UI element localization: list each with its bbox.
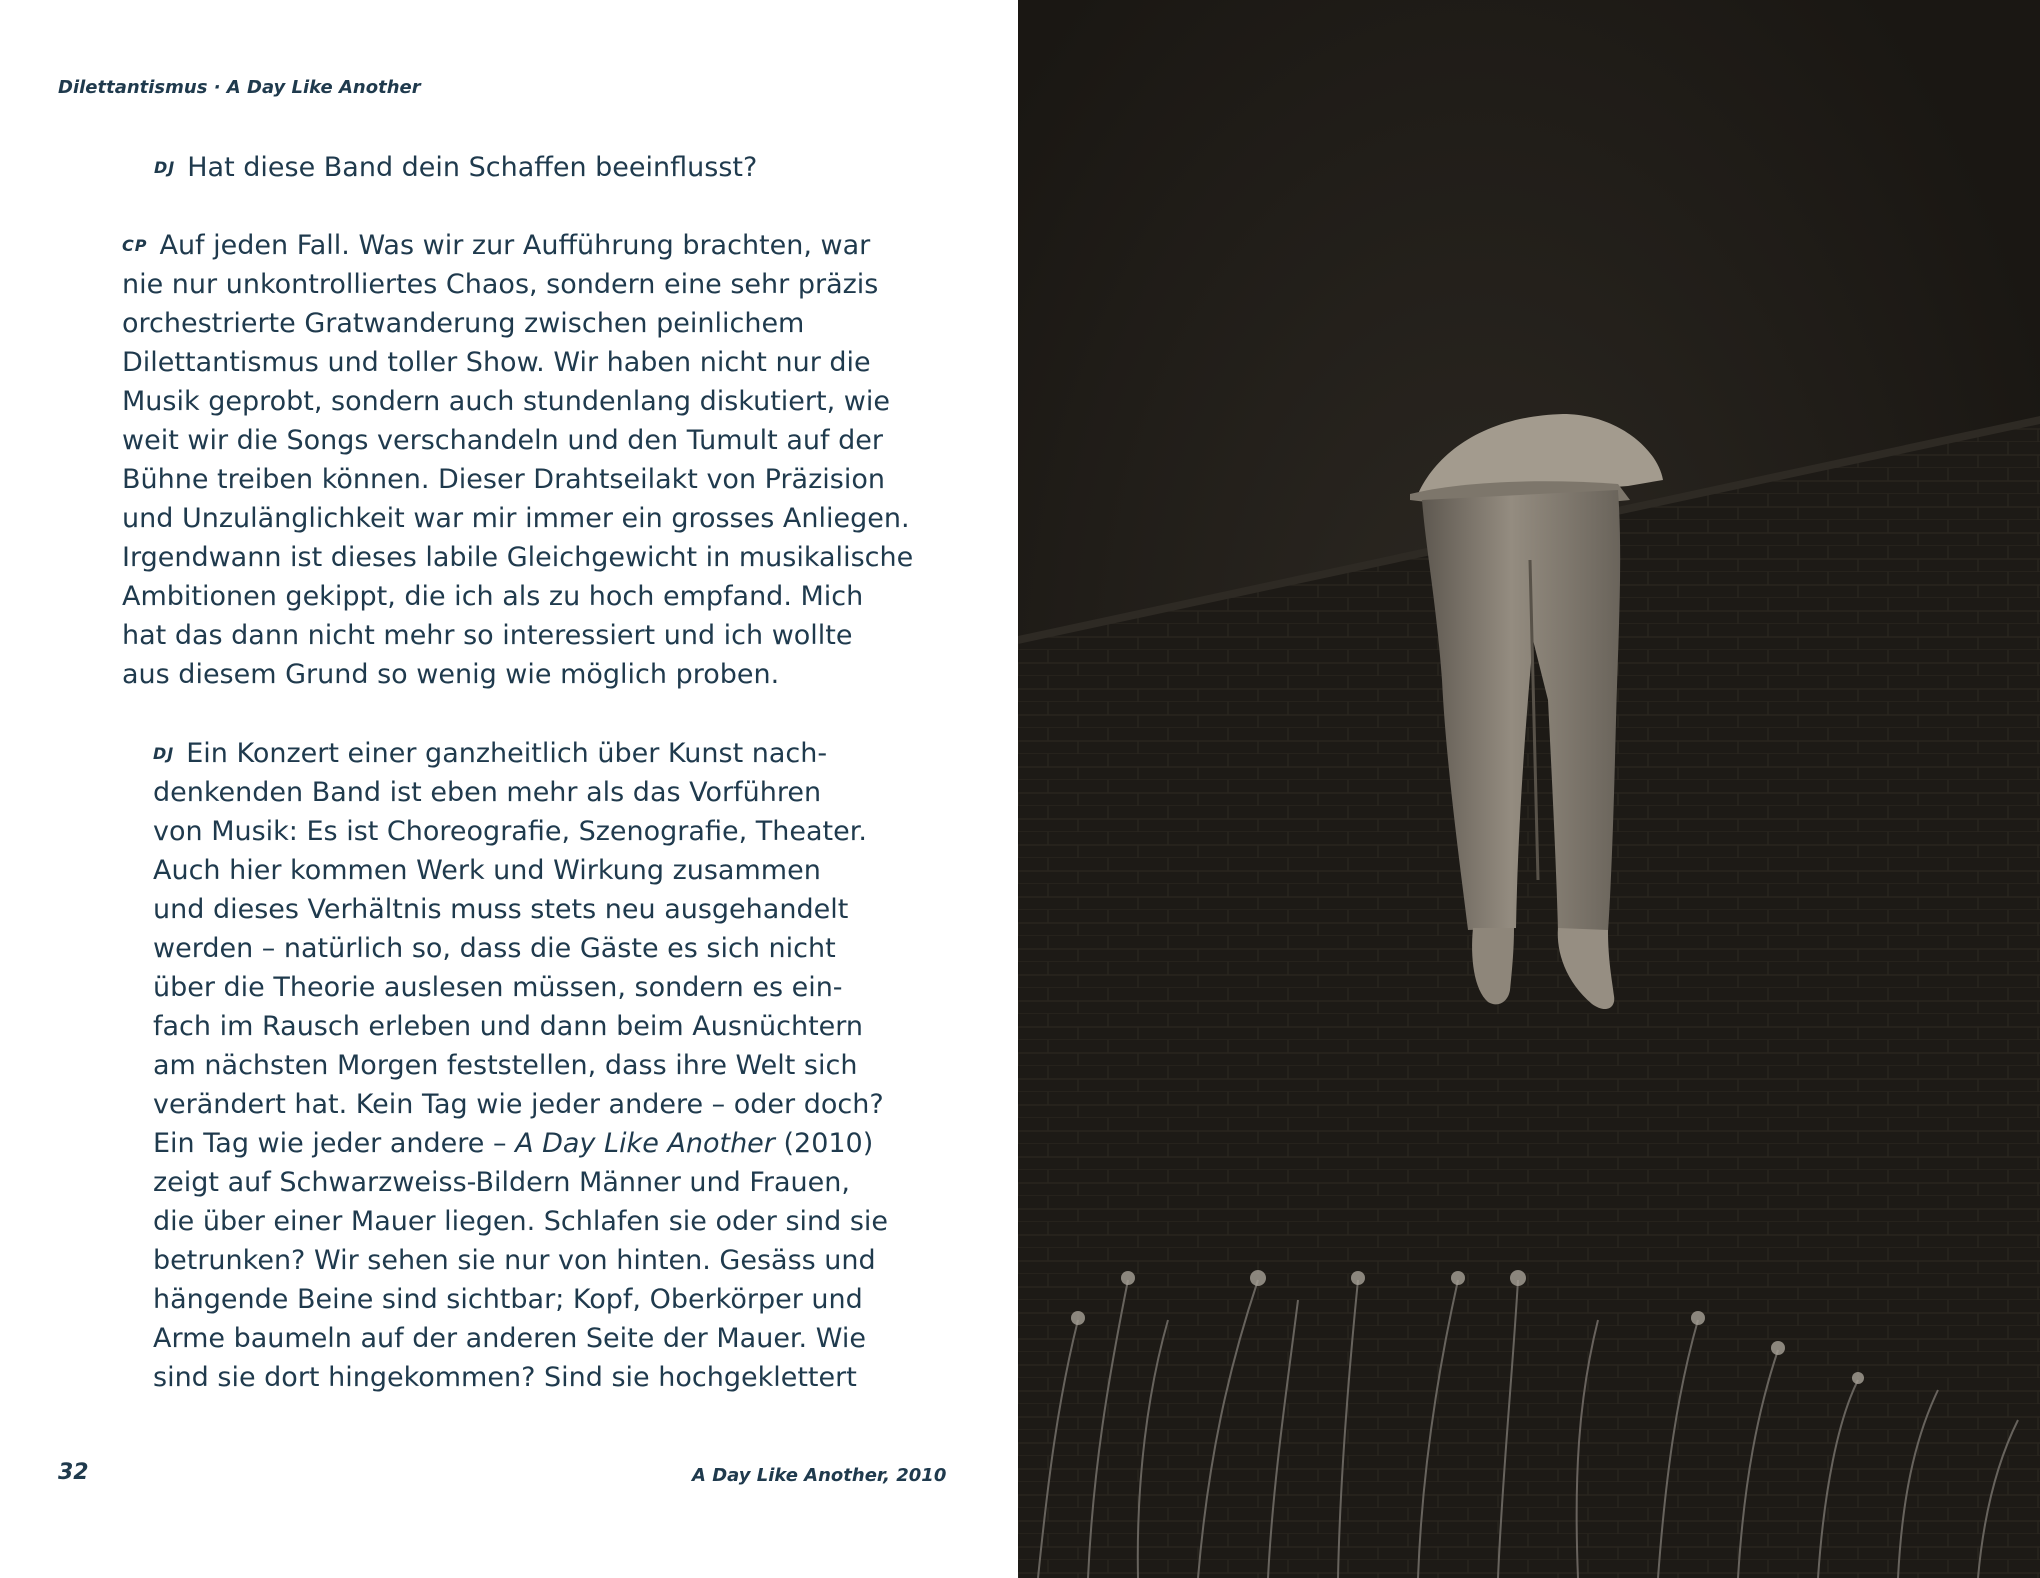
text-line: Musik geprobt, sondern auch stundenlang diskutiert, wie (122, 386, 890, 417)
text-line: orchestrierte Gratwanderung zwischen peinlichem (122, 308, 805, 339)
speaker-label: CP (122, 236, 148, 255)
left-page (0, 0, 1018, 1578)
text-line: über die Theorie auslesen müssen, sondern es ein- (153, 972, 843, 1003)
text-line: hängende Beine sind sichtbar; Kopf, Oberkörper und (153, 1284, 863, 1315)
running-head: Dilettantismus · A Day Like Another (58, 77, 421, 98)
text-line: DJ Hat diese Band dein Schaffen beeinflusst? (154, 152, 758, 183)
text-line: sind sie dort hingekommen? Sind sie hochgeklettert (153, 1362, 857, 1393)
speaker-label: DJ (153, 744, 175, 763)
photo-caption: A Day Like Another, 2010 (692, 1465, 947, 1486)
text-line: verändert hat. Kein Tag wie jeder andere – oder doch? (153, 1089, 884, 1120)
artwork-title: A Day Like Another (515, 1128, 775, 1159)
text-line: und Unzulänglichkeit war mir immer ein grosses Anliegen. (122, 503, 910, 534)
text-line: Arme baumeln auf der anderen Seite der Mauer. Wie (153, 1323, 866, 1354)
page-number: 32 (58, 1460, 89, 1485)
text-line: denkenden Band ist eben mehr als das Vorführen (153, 777, 822, 808)
text-line: von Musik: Es ist Choreografie, Szenografie, Theater. (153, 816, 867, 847)
text-line: Bühne treiben können. Dieser Drahtseilakt von Präzision (122, 464, 885, 495)
text-line: betrunken? Wir sehen sie nur von hinten. Gesäss und (153, 1245, 876, 1276)
photograph (1018, 0, 2040, 1578)
text-line: zeigt auf Schwarzweiss-Bildern Männer und Frauen, (153, 1167, 850, 1198)
text-line: Ambitionen gekippt, die ich als zu hoch empfand. Mich (122, 581, 864, 612)
text-line: weit wir die Songs verschandeln und den Tumult auf der (122, 425, 883, 456)
question-1 (154, 148, 757, 187)
speaker-label: DJ (154, 158, 176, 177)
text-line: Dilettantismus und toller Show. Wir haben nicht nur die (122, 347, 871, 378)
text-line: Ein Tag wie jeder andere – A Day Like Another (2010) (153, 1128, 874, 1159)
text-line: werden – natürlich so, dass die Gäste es sich nicht (153, 933, 836, 964)
text-line: nie nur unkontrolliertes Chaos, sondern eine sehr präzis (122, 269, 879, 300)
photo-page (1018, 0, 2040, 1578)
text-line: aus diesem Grund so wenig wie möglich proben. (122, 659, 780, 690)
answer-1 (122, 226, 913, 694)
text-line: hat das dann nicht mehr so interessiert und ich wollte (122, 620, 853, 651)
text-line: fach im Rausch erleben und dann beim Ausnüchtern (153, 1011, 864, 1042)
text-line: am nächsten Morgen feststellen, dass ihre Welt sich (153, 1050, 858, 1081)
text-line: die über einer Mauer liegen. Schlafen sie oder sind sie (153, 1206, 889, 1237)
text-line: CP Auf jeden Fall. Was wir zur Aufführung brachten, war (122, 230, 871, 261)
question-2 (153, 734, 888, 1397)
text-line: und dieses Verhältnis muss stets neu ausgehandelt (153, 894, 849, 925)
text-line: DJ Ein Konzert einer ganzheitlich über Kunst nach- (153, 738, 828, 769)
text-line: Irgendwann ist dieses labile Gleichgewicht in musikalische (122, 542, 914, 573)
text-line: Auch hier kommen Werk und Wirkung zusammen (153, 855, 821, 886)
